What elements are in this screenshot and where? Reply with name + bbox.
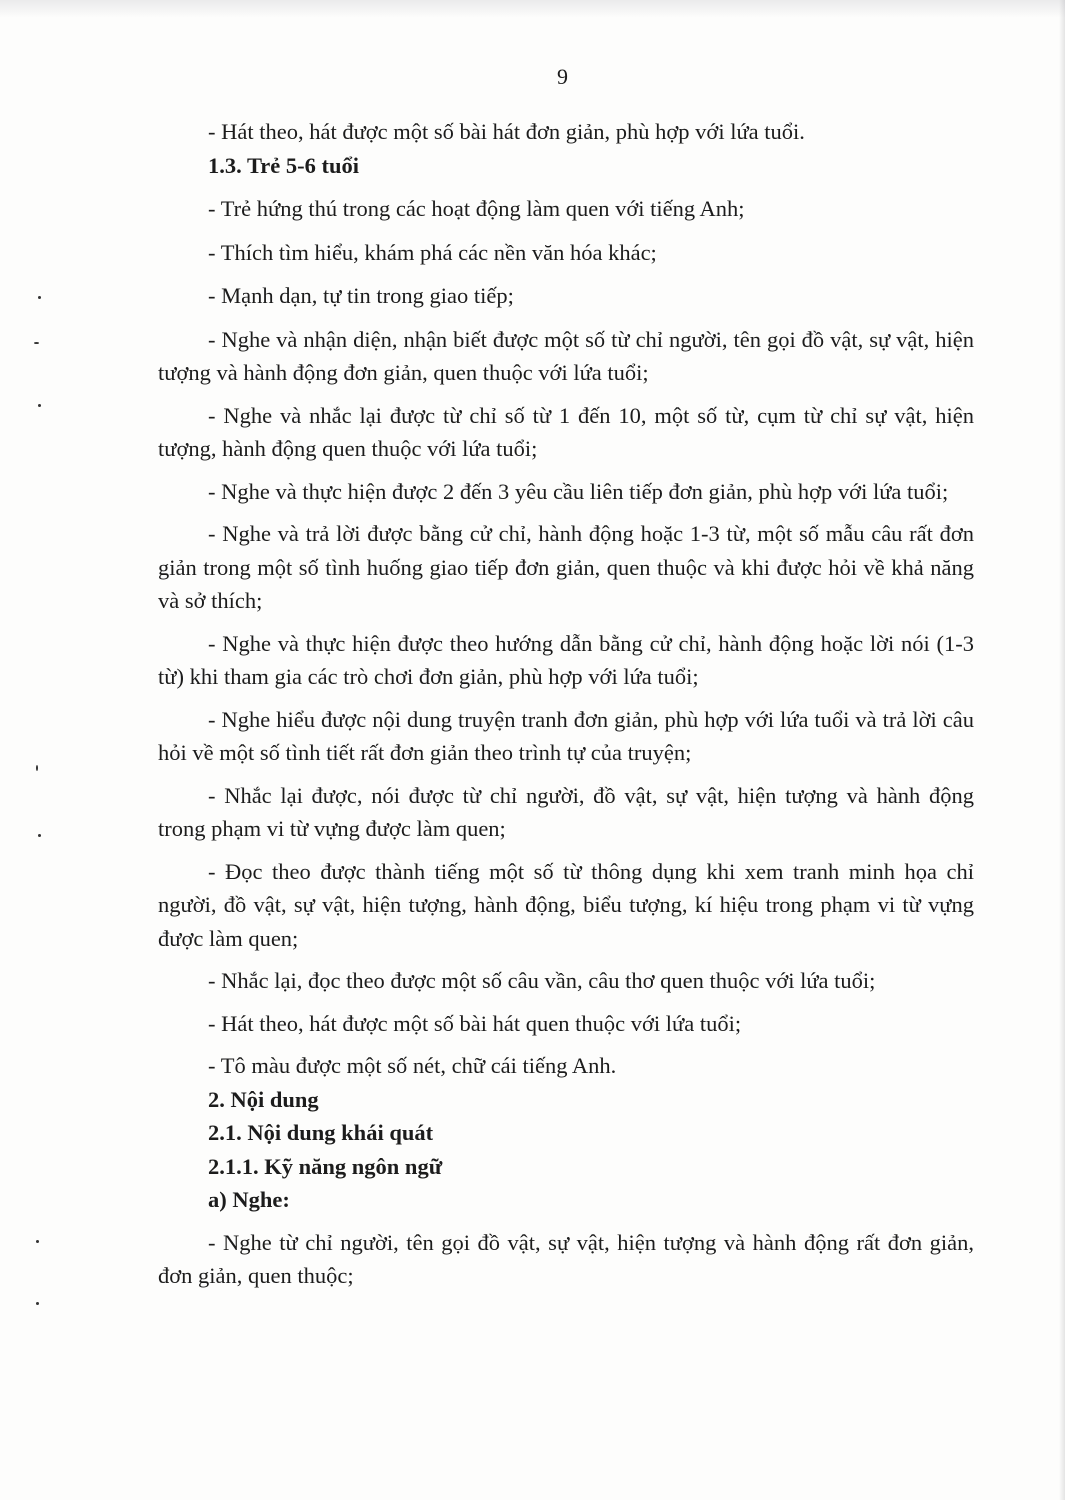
text-line: - Nghe từ chỉ người, tên gọi đồ vật, sự vật, hiện tượng và hành động rất đơn giản, đơn giản, quen thuộc; (158, 1229, 974, 1288)
text-line: - Trẻ hứng thú trong các hoạt động làm quen với tiếng Anh; (208, 196, 745, 221)
text-line: - Nghe và thực hiện được theo hướng dẫn bằng cử chỉ, hành động hoặc lời nói (1-3 từ) khi tham gia các trò chơi đơn giản, phù hợp với lứa tuổi; (158, 630, 974, 689)
scan-speck (34, 342, 39, 344)
section-heading: 2. Nội dung (208, 1086, 319, 1112)
text-line: - Đọc theo được thành tiếng một số từ thông dụng khi xem tranh minh họa chỉ người, đồ vật, sự vật, hiện tượng, hành động, biểu tượng, kí hiệu trong phạm vi từ vựng được làm quen; (158, 858, 974, 951)
section-heading: 2.1. Nội dung khái quát (208, 1120, 434, 1145)
scan-speck (36, 765, 38, 771)
text-line: - Nghe và trả lời được bằng cử chỉ, hành động hoặc 1-3 từ, một số mẫu câu rất đơn giản trong một số tình huống giao tiếp đơn giản, quen thuộc và khi được hỏi về khả năng và sở thích; (158, 521, 974, 613)
section-heading: a) Nghe: (208, 1187, 290, 1212)
text-line: - Nghe và nhắc lại được từ chỉ số từ 1 đến 10, một số từ, cụm từ chỉ sự vật, hiện tượng, hành động quen thuộc với lứa tuổi; (158, 402, 974, 461)
scan-speck (36, 1302, 39, 1305)
section-heading: 2.1.1. Kỹ năng ngôn ngữ (208, 1153, 443, 1179)
scan-speck (38, 404, 41, 407)
scan-right-shadow (1059, 0, 1065, 1500)
document-body (158, 115, 974, 1293)
text-line: - Nghe hiểu được nội dung truyện tranh đơn giản, phù hợp với lứa tuổi và trả lời câu hỏi về một số tình tiết rất đơn giản theo trình tự của truyện; (158, 706, 974, 765)
text-line: - Nhắc lại, đọc theo được một số câu vần, câu thơ quen thuộc với lứa tuổi; (208, 968, 876, 993)
page-number: 9 (557, 64, 568, 89)
text-line: - Nghe và nhận diện, nhận biết được một số từ chỉ người, tên gọi đồ vật, sự vật, hiện tượng và hành động đơn giản, quen thuộc với lứa tuổi; (158, 326, 974, 385)
scan-speck (38, 834, 41, 837)
text-line: - Nhắc lại được, nói được từ chỉ người, đồ vật, sự vật, hiện tượng và hành động trong phạm vi từ vựng được làm quen; (158, 782, 974, 841)
text-line: - Hát theo, hát được một số bài hát quen thuộc với lứa tuổi; (208, 1010, 742, 1036)
text-line: - Thích tìm hiểu, khám phá các nền văn hóa khác; (208, 239, 657, 265)
section-heading: 1.3. Trẻ 5-6 tuổi (208, 152, 360, 178)
scan-speck (36, 1240, 39, 1243)
scan-top-shadow (0, 0, 1065, 18)
text-line: - Tô màu được một số nét, chữ cái tiếng Anh. (208, 1053, 617, 1078)
text-line: - Nghe và thực hiện được 2 đến 3 yêu cầu liên tiếp đơn giản, phù hợp với lứa tuổi; (208, 478, 949, 504)
scan-speck (38, 296, 41, 299)
text-line: - Mạnh dạn, tự tin trong giao tiếp; (208, 283, 514, 308)
text-line: - Hát theo, hát được một số bài hát đơn giản, phù hợp với lứa tuổi. (208, 119, 805, 144)
